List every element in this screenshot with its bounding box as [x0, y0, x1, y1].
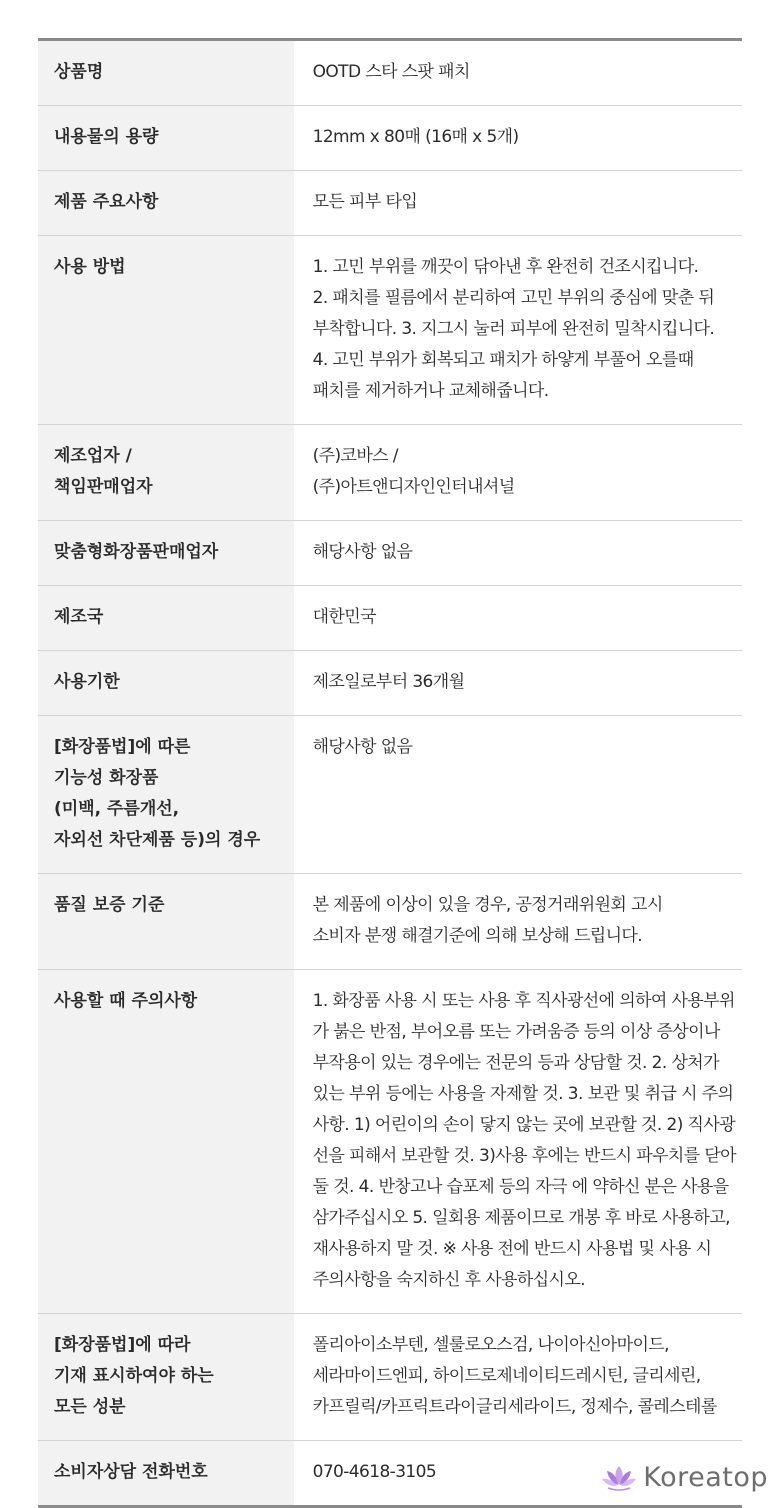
row-label — [38, 1314, 294, 1441]
row-label-line: 사용기한 — [54, 672, 120, 692]
row-value — [294, 874, 742, 970]
row-value-line: (주)코바스 / — [312, 446, 398, 466]
row-value-line: 패치를 제거하거나 교체해줍니다. — [312, 381, 549, 401]
row-label-line: 제조국 — [54, 607, 104, 627]
row-value — [294, 651, 742, 716]
row-label-line: 제조업자 / — [54, 446, 132, 466]
row-value-line: 세라마이드엔피, 하이드로제네이티드레시틴, 글리세린, — [312, 1366, 701, 1386]
row-value-line: 2. 패치를 필름에서 분리하여 고민 부위의 중심에 맞춘 뒤 — [312, 288, 715, 308]
row-label — [38, 716, 294, 874]
row-value-line: 있는 부위 등에는 사용을 자제할 것. 3. 보관 및 취급 시 주의 — [312, 1084, 734, 1104]
row-value-line: 사항. 1) 어린이의 손이 닿지 않는 곳에 보관할 것. 2) 직사광 — [312, 1115, 736, 1135]
row-label-line: 기재 표시하여야 하는 — [54, 1366, 214, 1386]
info-row — [38, 716, 742, 874]
row-value-line: 둘 것. 4. 반창고나 습포제 등의 자극 에 약하신 분은 사용을 — [312, 1177, 729, 1197]
row-label-line: 상품명 — [54, 62, 104, 82]
row-value — [294, 521, 742, 586]
row-label — [38, 651, 294, 716]
row-label-line: 품질 보증 기준 — [54, 895, 165, 915]
row-label-line: [화장품법]에 따른 — [54, 737, 191, 757]
row-value-line: 폴리아이소부텐, 셀룰로오스검, 나이아신아마이드, — [312, 1335, 669, 1355]
row-value-line: 가 붉은 반점, 부어오름 또는 가려움증 등의 이상 증상이나 — [312, 1022, 720, 1042]
row-label-line: [화장품법]에 따라 — [54, 1335, 191, 1355]
row-value — [294, 236, 742, 425]
row-label — [38, 586, 294, 651]
row-value — [294, 716, 742, 874]
row-value-line: 대한민국 — [312, 607, 376, 627]
info-row — [38, 425, 742, 521]
row-label-line: 사용할 때 주의사항 — [54, 991, 198, 1011]
row-value-line: 선을 피해서 보관할 것. 3)사용 후에는 반드시 파우치를 닫아 — [312, 1146, 736, 1166]
row-value-line: 제조일로부터 36개월 — [312, 672, 465, 692]
row-value — [294, 106, 742, 171]
info-row — [38, 1314, 742, 1441]
brand-watermark — [601, 1462, 768, 1493]
info-row — [38, 236, 742, 425]
info-row — [38, 586, 742, 651]
row-value-line: 삼가주십시오 5. 일회용 제품이므로 개봉 후 바로 사용하고, — [312, 1208, 730, 1228]
row-label-line: (미백, 주름개선, — [54, 799, 180, 819]
row-value-line: 주의사항을 숙지하신 후 사용하십시오. — [312, 1270, 585, 1290]
row-label — [38, 171, 294, 236]
row-value-line: 1. 화장품 사용 시 또는 사용 후 직사광선에 의하여 사용부위 — [312, 991, 735, 1011]
row-label-line: 제품 주요사항 — [54, 192, 159, 212]
row-value-line: 카프릴릭/카프릭트라이글리세라이드, 정제수, 콜레스테롤 — [312, 1397, 717, 1417]
row-value-line: 4. 고민 부위가 회복되고 패치가 하얗게 부풀어 오를때 — [312, 350, 694, 370]
row-value-line: 부작용이 있는 경우에는 전문의 등과 상담할 것. 2. 상처가 — [312, 1053, 719, 1073]
row-label-line: 모든 성분 — [54, 1397, 126, 1417]
row-value-line: 재사용하지 말 것. ※ 사용 전에 반드시 사용법 및 사용 시 — [312, 1239, 712, 1259]
row-label-line: 책임판매업자 — [54, 477, 153, 497]
row-label — [38, 236, 294, 425]
row-value — [294, 586, 742, 651]
row-value-line: 1. 고민 부위를 깨끗이 닦아낸 후 완전히 건조시킵니다. — [312, 257, 699, 277]
row-value-line: 12mm x 80매 (16매 x 5개) — [312, 127, 519, 147]
lotus-icon — [601, 1464, 637, 1492]
info-row — [38, 171, 742, 236]
row-value-line: 부착합니다. 3. 지그시 눌러 피부에 완전히 밀착시킵니다. — [312, 319, 715, 339]
info-row — [38, 970, 742, 1314]
row-value — [294, 40, 742, 106]
row-value-line: 소비자 분쟁 해결기준에 의해 보상해 드립니다. — [312, 926, 643, 946]
brand-name: Koreatop — [643, 1462, 768, 1493]
row-label — [38, 970, 294, 1314]
row-value — [294, 171, 742, 236]
info-row — [38, 40, 742, 106]
row-value — [294, 970, 742, 1314]
row-value-line: 해당사항 없음 — [312, 542, 413, 562]
info-row — [38, 106, 742, 171]
info-row — [38, 874, 742, 970]
info-row — [38, 651, 742, 716]
row-value-line: OOTD 스타 스팟 패치 — [312, 62, 470, 82]
row-value-line: 본 제품에 이상이 있을 경우, 공정거래위원회 고시 — [312, 895, 663, 915]
row-value-line: 070-4618-3105 — [312, 1462, 437, 1482]
row-label-line: 내용물의 용량 — [54, 127, 159, 147]
row-label-line: 자외선 차단제품 등)의 경우 — [54, 830, 261, 850]
row-label — [38, 1441, 294, 1507]
row-label — [38, 106, 294, 171]
row-label — [38, 40, 294, 106]
row-label-line: 기능성 화장품 — [54, 768, 159, 788]
row-label — [38, 425, 294, 521]
row-value-line: 해당사항 없음 — [312, 737, 413, 757]
info-row — [38, 521, 742, 586]
row-value — [294, 425, 742, 521]
product-info-rows — [38, 40, 742, 1507]
row-label-line: 소비자상담 전화번호 — [54, 1462, 208, 1482]
row-label — [38, 874, 294, 970]
row-label-line: 맞춤형화장품판매업자 — [54, 542, 219, 562]
row-value-line: 모든 피부 타입 — [312, 192, 418, 212]
row-value-line: (주)아트앤디자인인터내셔널 — [312, 477, 515, 497]
row-label-line: 사용 방법 — [54, 257, 126, 277]
row-value — [294, 1314, 742, 1441]
product-info-table — [38, 38, 742, 1508]
row-label — [38, 521, 294, 586]
